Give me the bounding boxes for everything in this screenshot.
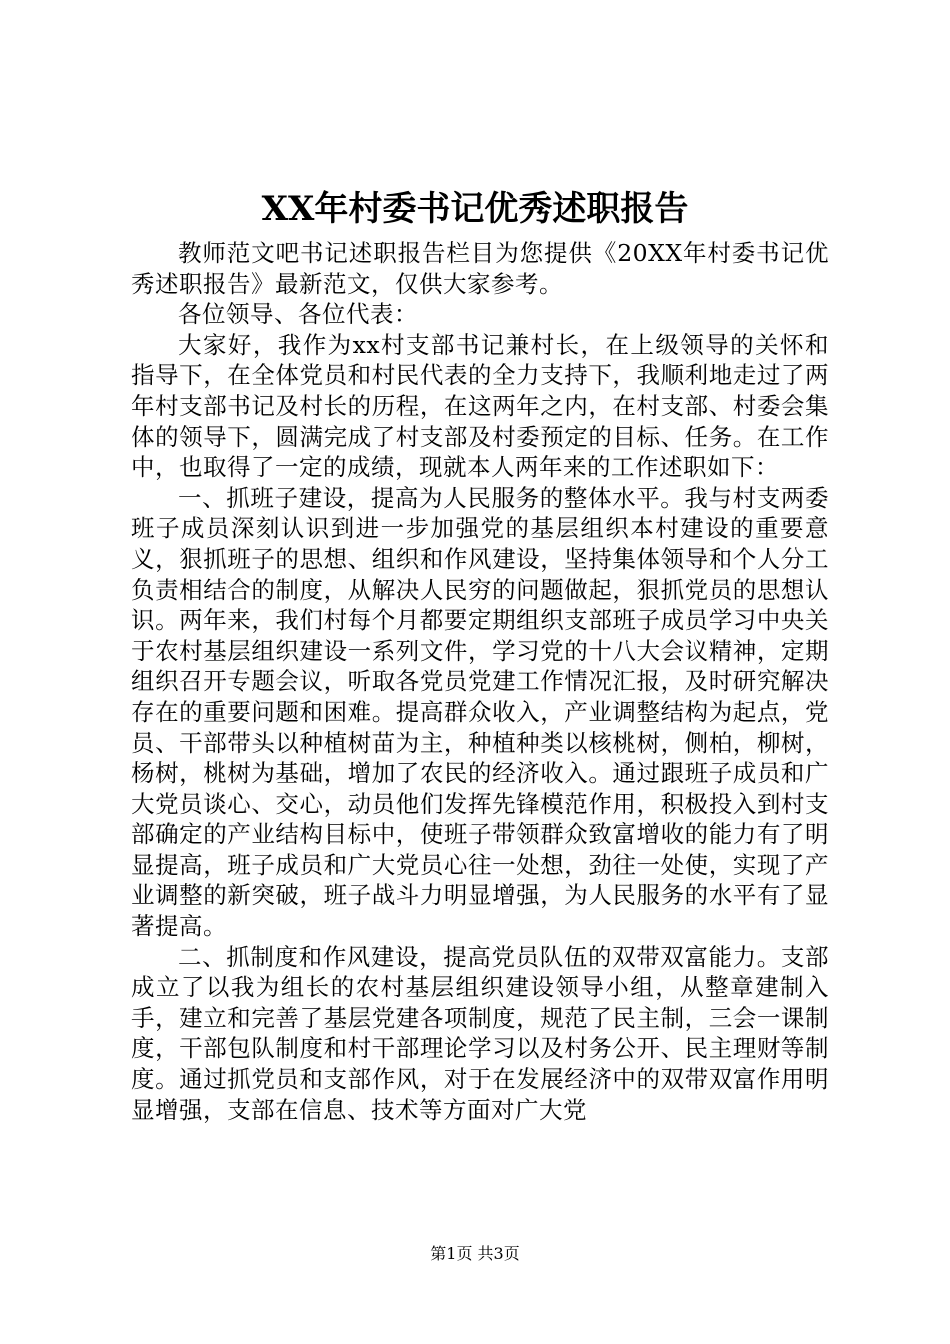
opening-paragraph: 大家好，我作为xx村支部书记兼村长，在上级领导的关怀和指导下，在全体党员和村民代表的全力支持下，我顺利地走过了两年村支部书记及村长的历程，在这两年之内，在村支部、村委会集体的领导下，圆满完成了村支部及村委预定的目标、任务。在工作中，也取得了一定的成绩，现就本人两年来的工作述职如下： <box>131 330 829 482</box>
document-title: XX年村委书记优秀述职报告 <box>261 189 689 229</box>
section-two-paragraph: 二、抓制度和作风建设，提高党员队伍的双带双富能力。支部成立了以我为组长的农村基层组织建设领导小组，从整章建制入手，建立和完善了基层党建各项制度，规范了民主制，三会一课制度，干部包队制度和村干部理论学习以及村务公开、民主理财等制度。通过抓党员和支部作风，对于在发展经济中的双带双富作用明显增强，支部在信息、技术等方面对广大党 <box>131 942 829 1124</box>
page-number-footer: 第1页 共3页 <box>430 1244 520 1263</box>
intro-paragraph: 教师范文吧书记述职报告栏目为您提供《20XX年村委书记优秀述职报告》最新范文，仅供大家参考。 <box>131 239 829 298</box>
section-one-paragraph: 一、抓班子建设，提高为人民服务的整体水平。我与村支两委班子成员深刻认识到进一步加强党的基层组织本村建设的重要意义，狠抓班子的思想、组织和作风建设，坚持集体领导和个人分工负责相结合的制度，从解决人民穷的问题做起，狠抓党员的思想认识。两年来，我们村每个月都要定期组织支部班子成员学习中央关于农村基层组织建设一系列文件，学习党的十八大会议精神，定期组织召开专题会议，听取各党员党建工作情况汇报，及时研究解决存在的重要问题和困难。提高群众收入，产业调整结构为起点，党员、干部带头以种植树苗为主，种植种类以核桃树，侧柏，柳树，杨树，桃树为基础，增加了农民的经济收入。通过跟班子成员和广大党员谈心、交心，动员他们发挥先锋模范作用，积极投入到村支部确定的产业结构目标中，使班子带领群众致富增收的能力有了明显提高，班子成员和广大党员心往一处想，劲往一处使，实现了产业调整的新突破，班子战斗力明显增强，为人民服务的水平有了显著提高。 <box>131 483 829 941</box>
document-body <box>131 238 829 1125</box>
salutation-paragraph: 各位领导、各位代表： <box>178 300 418 329</box>
